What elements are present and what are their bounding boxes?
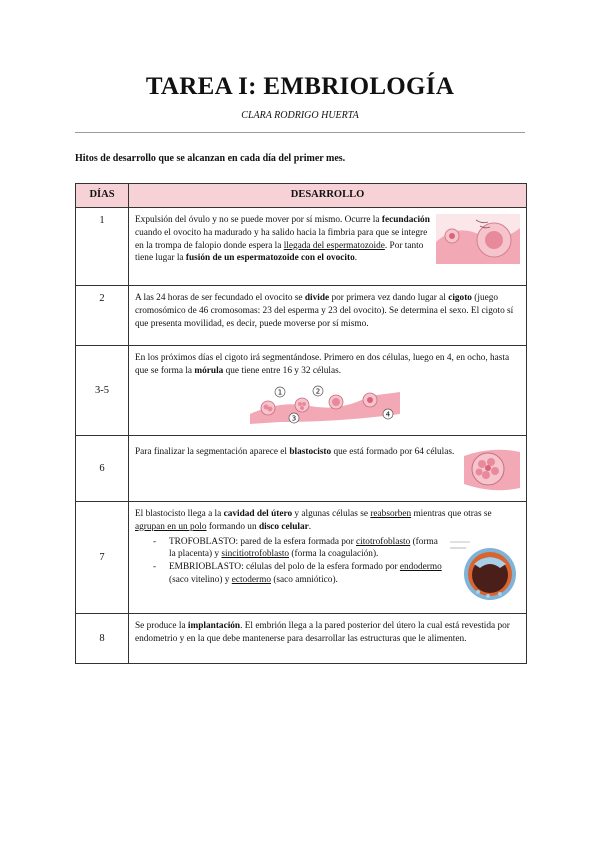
text-run: Se produce la — [135, 621, 188, 631]
fertilization-illustration — [436, 214, 520, 264]
term-disco-celular: disco celular — [258, 521, 309, 532]
underlined-term: citotrofoblasto — [356, 536, 411, 547]
title-divider — [75, 132, 525, 133]
table-row — [76, 502, 527, 614]
underlined-term: llegada del espermatozoide — [283, 240, 385, 251]
table-row — [76, 614, 527, 664]
table-row — [76, 286, 527, 346]
term-fecundacion: fecundación — [381, 215, 430, 225]
segmentation-label: 1 — [277, 388, 283, 397]
underlined-term: sincitiotrofoblasto — [221, 549, 290, 560]
table-row — [76, 346, 527, 436]
term-morula: mórula — [194, 365, 224, 376]
text-run: Para finalizar la segmentación aparece el — [135, 447, 290, 457]
segmentation-label: 2 — [315, 387, 321, 396]
document-title: TAREA I: EMBRIOLOGÍA — [145, 73, 455, 100]
day-cell: 8 — [76, 614, 129, 664]
development-cell — [129, 614, 527, 664]
text-run: . Por tanto tiene lugar la — [135, 240, 424, 264]
text-run: TROFOBLASTO: pared de la esfera formada por — [169, 536, 357, 547]
text-run: EMBRIOBLASTO: células del polo de la esfera formado por — [169, 562, 400, 573]
author-name: CLARA RODRIGO HUERTA — [241, 110, 359, 121]
development-cell — [129, 502, 527, 614]
text-run: (saco amniótico). — [271, 575, 338, 586]
development-cell — [129, 346, 527, 436]
layer-list — [135, 536, 520, 587]
text-run: que tiene entre 16 y 32 células. — [223, 365, 342, 376]
text-run: mientras que otras se — [411, 509, 492, 519]
underlined-term: agrupan en un polo — [135, 521, 207, 532]
text-run: que está formado por 64 células. — [331, 447, 455, 457]
table-header-row — [76, 184, 527, 208]
segmentation-label: 4 — [385, 410, 391, 419]
intro-heading: Hitos de desarrollo que se alcanzan en cada día del primer mes. — [75, 153, 346, 164]
underlined-term: ectodermo — [231, 575, 271, 586]
text-run: y algunas células se — [292, 509, 371, 519]
day-cell: 6 — [76, 436, 129, 502]
text-run: En los próximos días el cigoto irá segmentándose. Primero en dos células, luego en 4, en ocho, hasta que se forma la — [135, 353, 510, 376]
day-cell: 2 — [76, 286, 129, 346]
table-row — [76, 208, 527, 286]
text-run: . El embrión llega a la pared posterior del útero la cual está revestida por endometrio y en la que debe mantenerse para desarrollar las estructuras que le alimenten. — [135, 621, 510, 644]
day-cell: 1 — [76, 208, 129, 286]
term-fusion: fusión de un espermatozoide con el ovocito — [185, 253, 355, 264]
list-item-embrioblasto — [169, 561, 520, 587]
development-cell — [129, 436, 527, 502]
text-run: (forma la placenta) y — [169, 536, 438, 560]
text-run: por primera vez dando lugar al — [329, 293, 449, 303]
text-run: . — [354, 253, 358, 264]
text-run: El blastocisto llega a la — [135, 509, 224, 519]
blastocyst-illustration — [464, 446, 520, 492]
text-run: (forma la coagulación). — [289, 549, 379, 560]
text-run: cuando el ovocito ha madurado y ha salido hacia la fimbria para que se integre en la trompa de falopio donde espera la — [135, 227, 428, 251]
table-row — [76, 436, 527, 502]
day-cell: 7 — [76, 502, 129, 614]
term-cigoto: cigoto — [448, 293, 472, 303]
text-run: (saco vitelino) y — [169, 575, 232, 586]
list-item-trofoblasto — [169, 536, 520, 562]
day-cell: 3-5 — [76, 346, 129, 436]
text-run: formando un — [206, 521, 259, 532]
term-implantacion: implantación — [187, 621, 241, 631]
underlined-term: reabsorben — [370, 509, 412, 519]
paragraph — [135, 508, 520, 534]
term-cavidad-utero: cavidad del útero — [223, 509, 293, 519]
underlined-term: endodermo — [399, 562, 442, 573]
text-run: A las 24 horas de ser fecundado el ovocito se — [135, 293, 305, 303]
text-run: Expulsión del óvulo y no se puede mover por sí mismo. Ocurre la — [135, 215, 382, 225]
development-cell — [129, 208, 527, 286]
term-blastocisto: blastocisto — [289, 447, 332, 457]
segmentation-illustration — [250, 384, 400, 424]
development-cell — [129, 286, 527, 346]
header-development: DESARROLLO — [129, 184, 527, 208]
development-table — [75, 183, 527, 664]
header-days: DÍAS — [76, 184, 129, 208]
text-run: . — [308, 521, 312, 532]
segmentation-label: 3 — [291, 414, 297, 423]
text-run: (juego cromosómico de 46 cromosomas: 23 del esperma y 23 del ovocito). Se determina el sexo. El cigoto sí que presenta movilidad, es decir, puede moverse por sí mismo. — [135, 293, 514, 329]
term-divide: divide — [304, 293, 330, 303]
